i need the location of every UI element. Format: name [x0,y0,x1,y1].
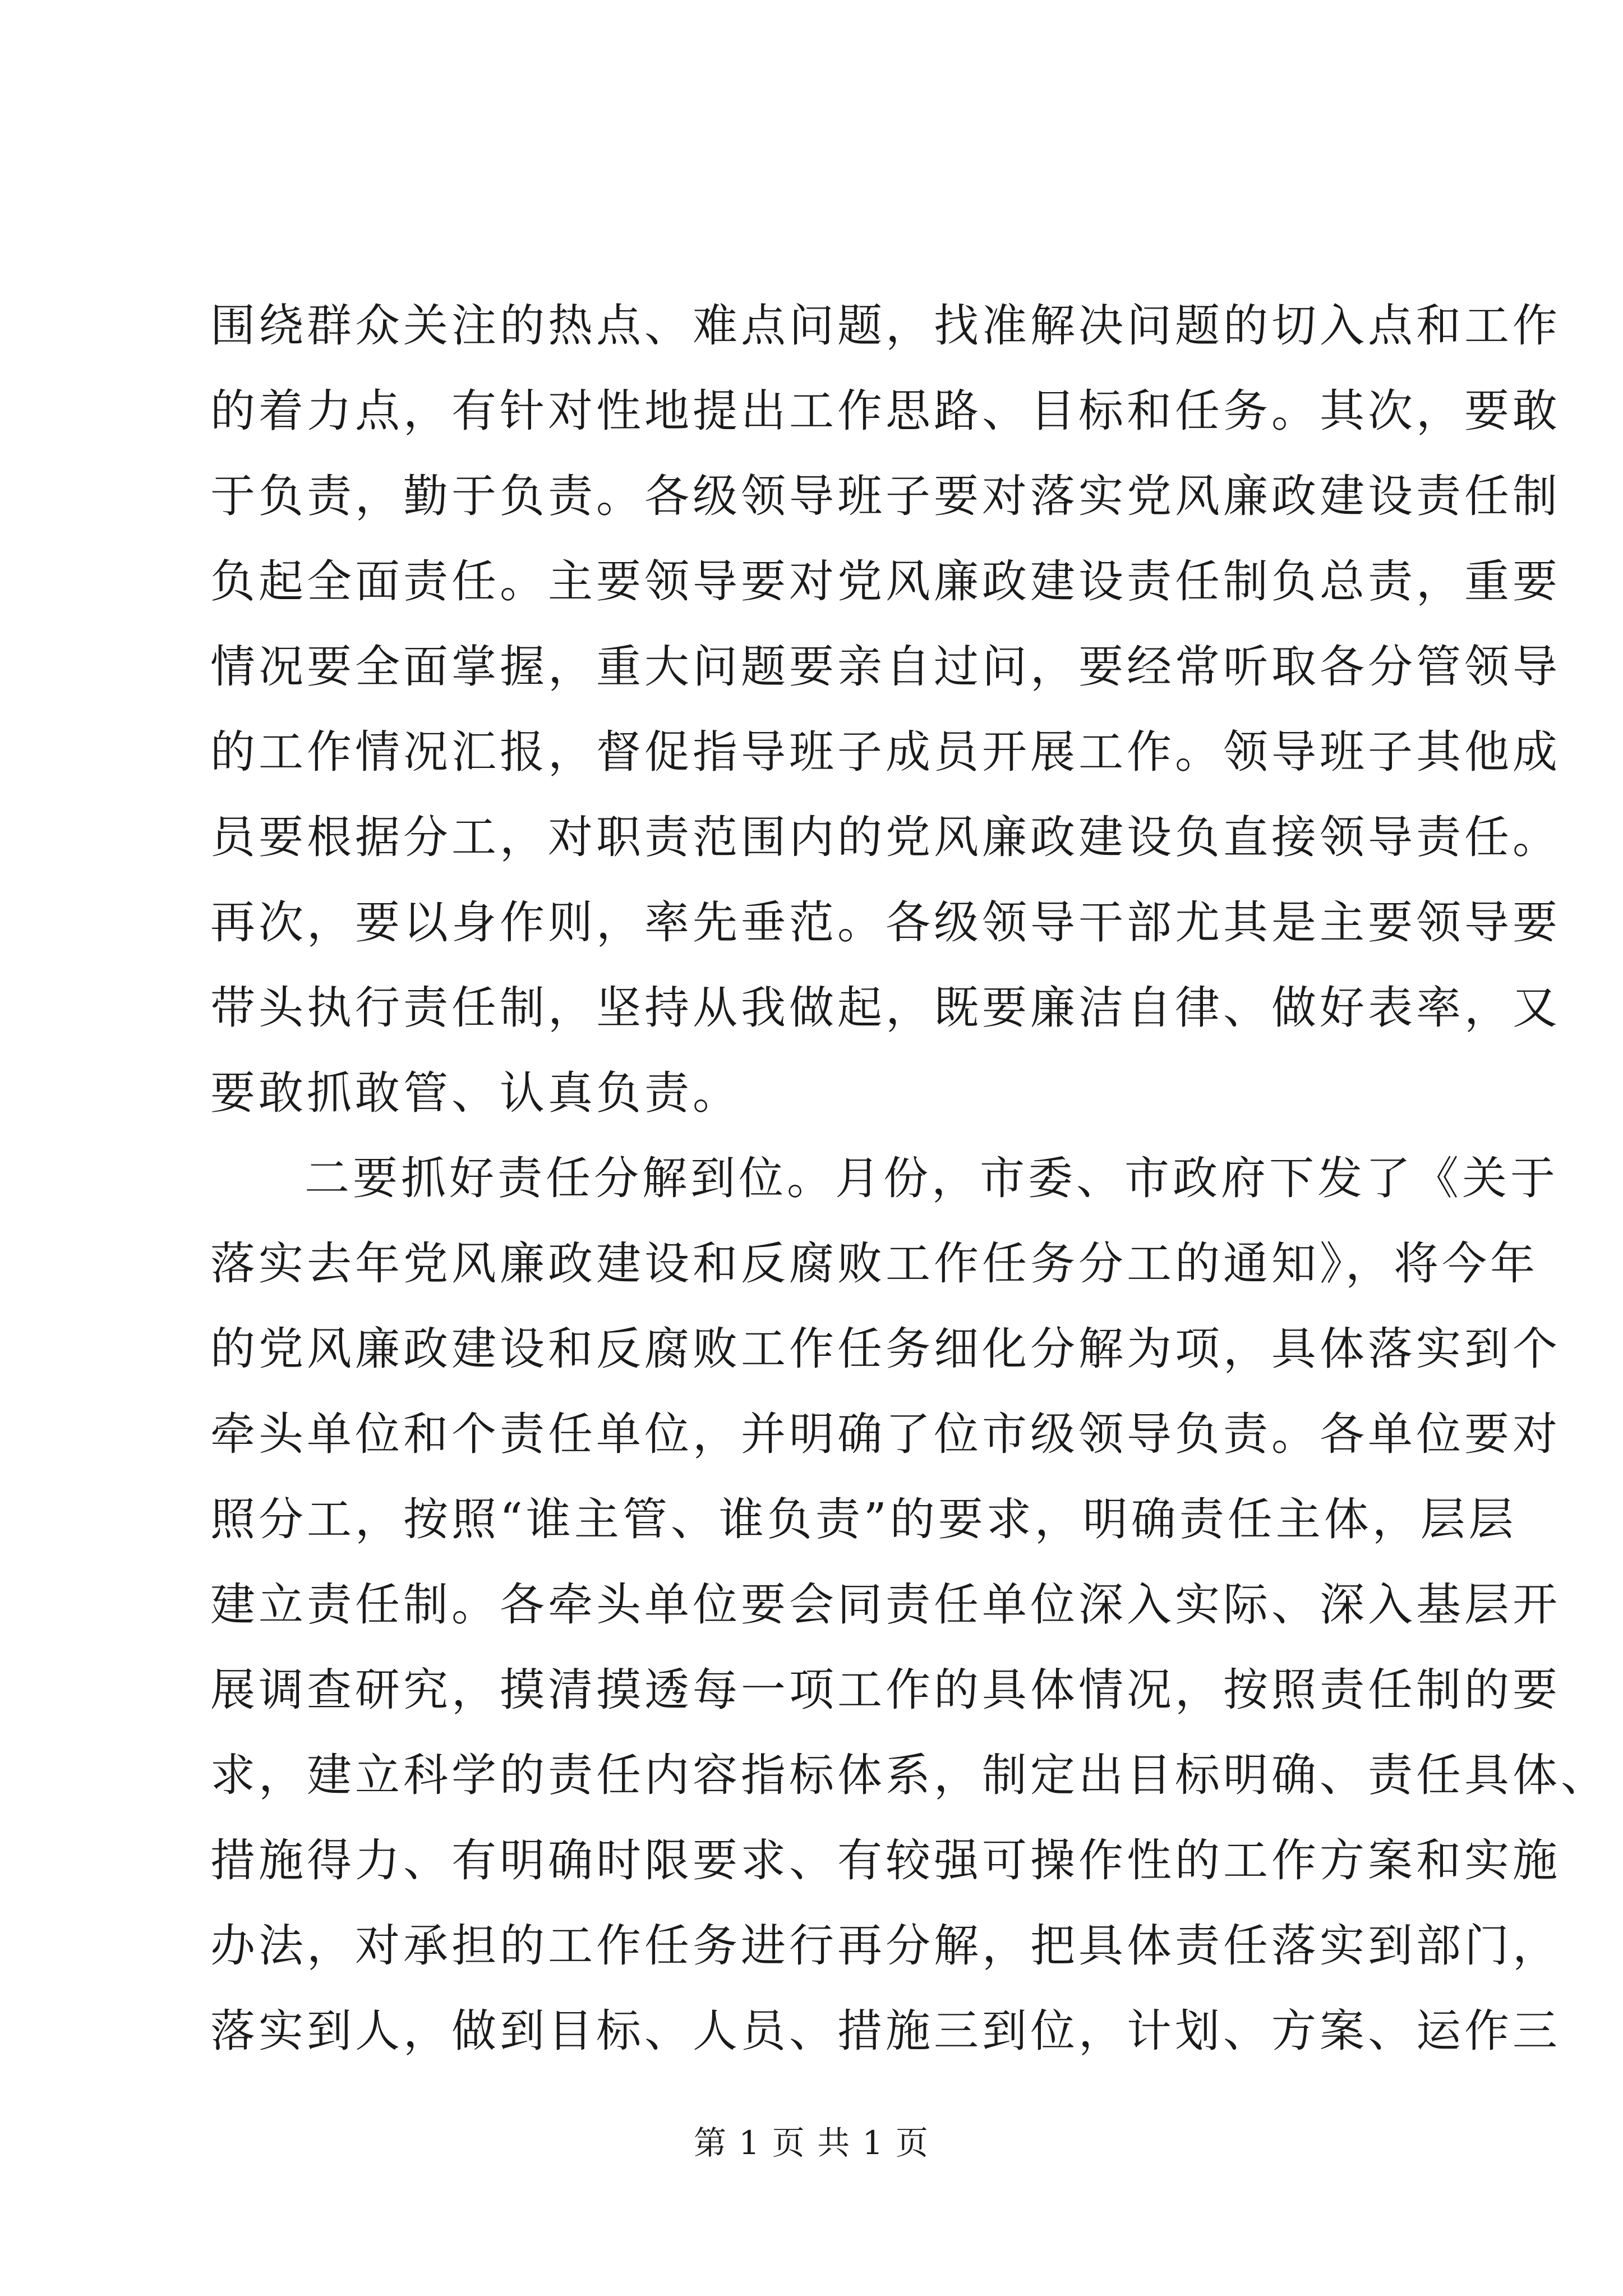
text-line: 的党风廉政建设和反腐败工作任务细化分解为项，具体落实到个 [210,1323,1561,1375]
text-line: 展调查研究，摸清摸透每一项工作的具体情况，按照责任制的要 [210,1664,1561,1716]
text-line: 建立责任制。各牵头单位要会同责任单位深入实际、深入基层开 [210,1579,1561,1631]
text-line: 的工作情况汇报，督促指导班子成员开展工作。领导班子其他成 [210,726,1561,778]
text-line: 求，建立科学的责任内容指标体系，制定出目标明确、责任具体、 [210,1749,1609,1801]
text-line: 情况要全面掌握，重大问题要亲自过问，要经常听取各分管领导 [210,641,1561,693]
page-number-footer: 第 1 页 共 1 页 [694,2124,929,2162]
text-line: 围绕群众关注的热点、难点问题，找准解决问题的切入点和工作 [210,300,1561,352]
text-line: 落实到人，做到目标、人员、措施三到位，计划、方案、运作三 [210,2005,1561,2057]
paragraph-first-line: 二要抓好责任分解到位。月份，市委、市政府下发了《关于 [305,1152,1559,1204]
text-line: 牵头单位和个责任单位，并明确了位市级领导负责。各单位要对 [210,1408,1561,1460]
text-line: 措施得力、有明确时限要求、有较强可操作性的工作方案和实施 [210,1834,1561,1887]
text-line: 于负责，勤于负责。各级领导班子要对落实党风廉政建设责任制 [210,470,1561,522]
text-line: 员要根据分工，对职责范围内的党风廉政建设负直接领导责任。 [210,811,1561,863]
document-body [210,283,1609,2074]
text-line: 的着力点，有针对性地提出工作思路、目标和任务。其次，要敢 [210,385,1561,437]
text-line: 要敢抓敢管、认真负责。 [210,1067,741,1119]
text-line: 再次，要以身作则，率先垂范。各级领导干部尤其是主要领导要 [210,896,1561,949]
text-line: 负起全面责任。主要领导要对党风廉政建设责任制负总责，重要 [210,555,1561,608]
text-line: 落实去年党风廉政建设和反腐败工作任务分工的通知》，将今年 [210,1237,1538,1290]
text-line: 办法，对承担的工作任务进行再分解，把具体责任落实到部门， [210,1920,1561,1972]
text-line: 带头执行责任制，坚持从我做起，既要廉洁自律、做好表率，又 [210,982,1561,1034]
text-line: 照分工，按照“谁主管、谁负责”的要求，明确责任主体，层层 [210,1493,1517,1545]
